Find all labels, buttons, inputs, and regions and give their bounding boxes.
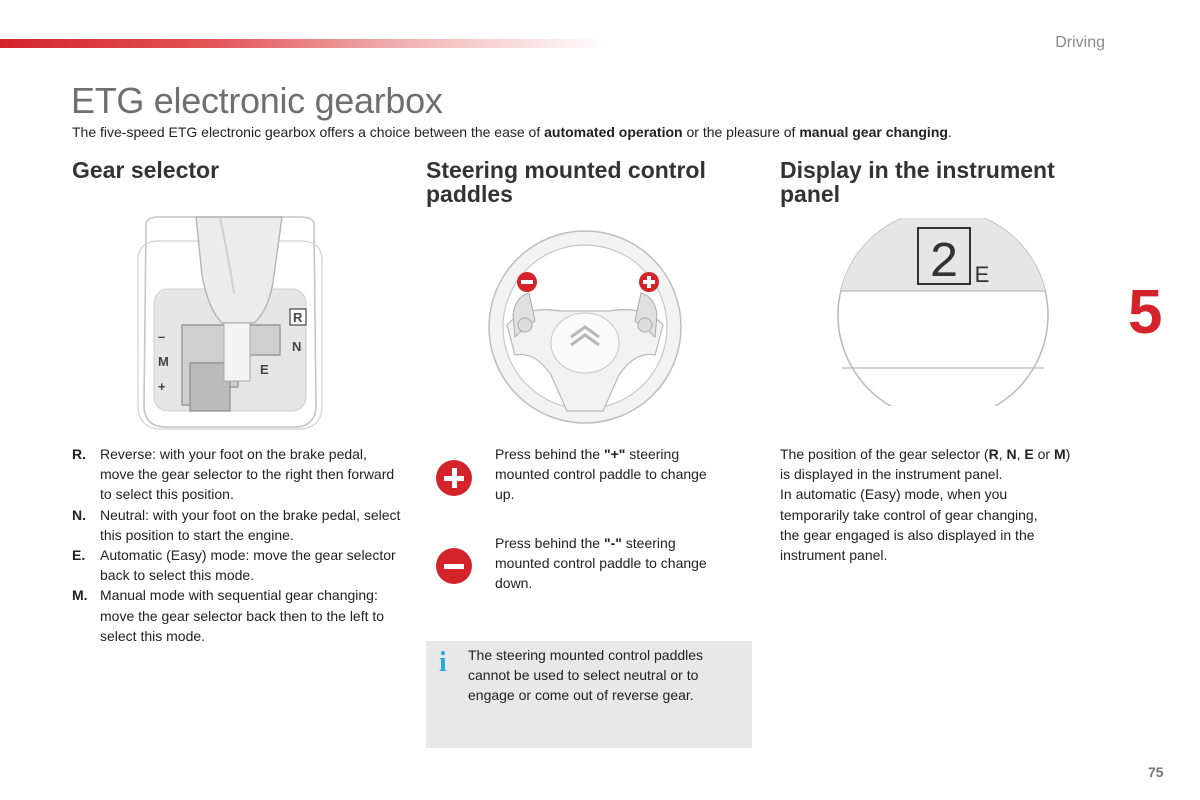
minus-paddle-text: Press behind the "-" steering mounted control paddle to change down. — [495, 535, 707, 592]
page-title: ETG electronic gearbox — [71, 80, 443, 121]
list-item: N. Neutral: with your foot on the brake pedal, select this position to start the engine. — [72, 506, 401, 543]
display-description: The position of the gear selector (R, N, E or M) is displayed in the instrument panel. In automatic (Easy) mode, when you temporarily take control of gear changing, the gear engaged is also displayed in the instrument panel. — [780, 446, 1071, 564]
plus-paddle-text: Press behind the "+" steering mounted control paddle to change up. — [495, 446, 707, 503]
list-item: E. Automatic (Easy) mode: move the gear selector back to select this mode. — [72, 547, 396, 584]
gear-digit: 2 — [928, 235, 960, 292]
info-icon: i — [439, 647, 447, 678]
header-accent-bar — [0, 39, 610, 48]
gate-label-m: M — [158, 354, 169, 369]
gate-label-plus: + — [158, 379, 166, 394]
gear-selector-illustration — [130, 215, 330, 430]
info-note-text: The steering mounted control paddles cannot be used to select neutral or to engage or come out of reverse gear. — [468, 647, 704, 704]
gear-selector-heading: Gear selector — [72, 157, 220, 183]
page-number: 75 — [1148, 764, 1164, 780]
paddles-heading: Steering mounted control paddles — [426, 157, 706, 207]
chapter-number: 5 — [1128, 278, 1163, 347]
plus-paddle-marker — [639, 272, 659, 292]
display-heading: Display in the instrument panel — [780, 157, 1055, 207]
minus-paddle-marker — [517, 272, 537, 292]
info-note — [426, 641, 752, 748]
gear-position-list — [72, 444, 402, 646]
gear-mode-letter: E — [974, 262, 990, 287]
gate-label-r: R — [293, 310, 303, 325]
minus-icon — [436, 548, 472, 584]
plus-icon — [436, 460, 472, 496]
section-name: Driving — [1055, 34, 1105, 51]
intro-paragraph: The five-speed ETG electronic gearbox offers a choice between the ease of automated operation or the pleasure of manual gear changing. — [72, 124, 952, 140]
list-item: R. Reverse: with your foot on the brake pedal, move the gear selector to the right then forward to select this position. — [72, 446, 395, 503]
steering-wheel-illustration — [485, 225, 685, 430]
list-item: M. Manual mode with sequential gear changing: move the gear selector back then to the left to select this mode. — [72, 587, 385, 644]
gate-label-n: N — [292, 339, 302, 354]
instrument-display-illustration — [836, 218, 1050, 406]
gate-label-minus: – — [158, 329, 166, 344]
gate-label-e: E — [260, 362, 269, 377]
